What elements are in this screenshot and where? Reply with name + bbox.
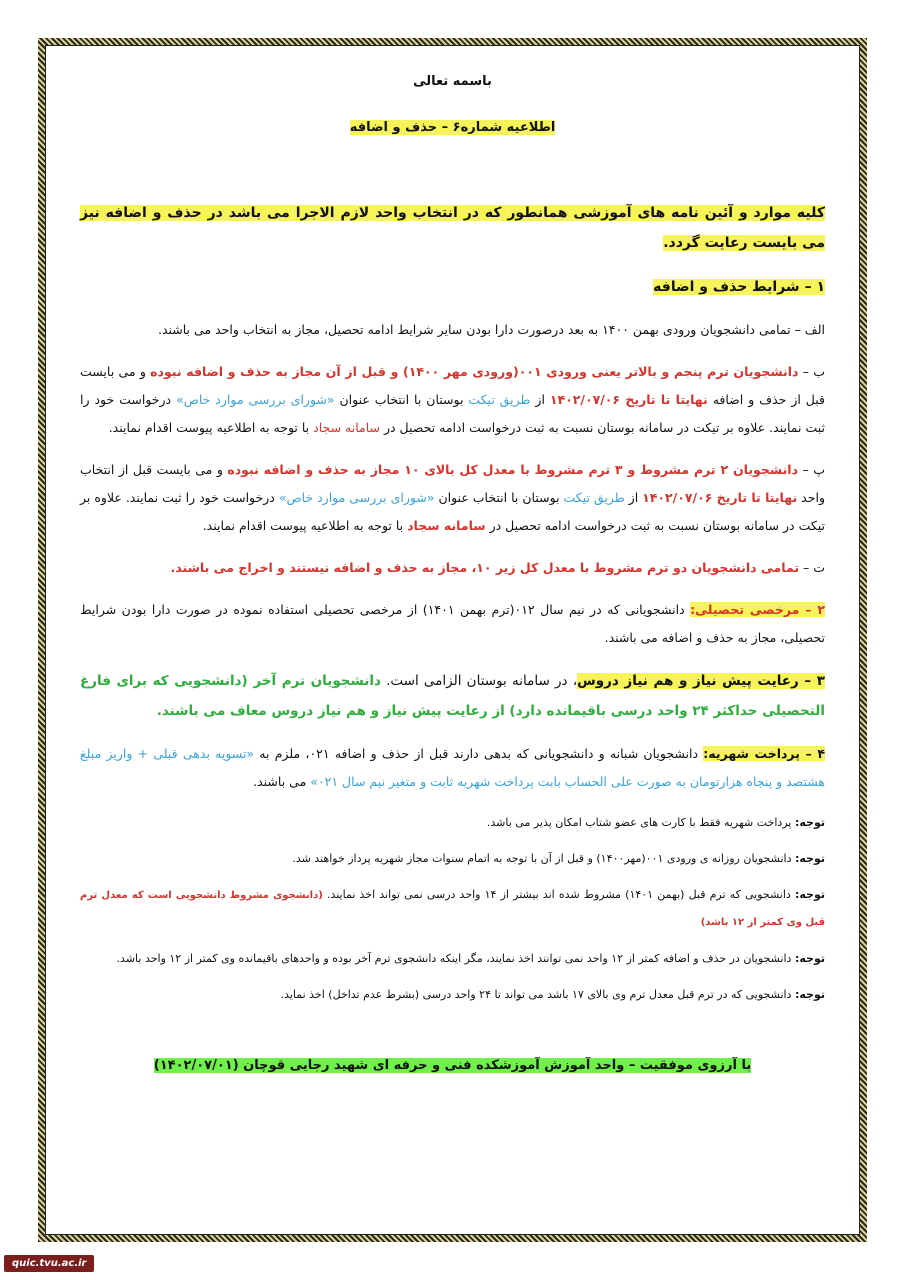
pe-ticket: طریق تیکت [563, 490, 625, 505]
note-2 [80, 846, 825, 872]
note-text: دانشجویی که ترم قبل (بهمن ۱۴۰۱) مشروط شده اند بیشتر از ۱۴ واحد درسی نمی تواند اخذ نمایند. [322, 888, 795, 901]
pe-text: با توجه به اطلاعیه پیوست اقدام نمایند. [202, 518, 408, 533]
section3-text: ، در سامانه بوستان الزامی است. [380, 673, 578, 689]
note-label: توجه: [794, 816, 825, 829]
pe-prefix: پ – [798, 462, 826, 477]
be-text: از [530, 392, 550, 407]
section1-te [80, 554, 825, 582]
note-red-text: (دانشجوی مشروط دانشجویی است که معدل ترم قبل وی کمتر از ۱۲ باشد) [80, 890, 825, 928]
pe-text: بوستان با انتخاب عنوان [434, 490, 564, 505]
pe-special-council: «شورای بررسی موارد خاص» [278, 490, 435, 505]
note-text: دانشجویان روزانه ی ورودی ۰۰۱(مهر۱۴۰۰) و قبل از آن با توجه به اتمام سنوات مجاز شهریه پرداز خواهند شد. [292, 852, 795, 865]
note-label: توجه: [794, 888, 825, 901]
note-3 [80, 882, 825, 936]
pe-text: از [624, 490, 643, 505]
section1-be [80, 358, 825, 442]
pe-red-text: دانشجویان ۲ ترم مشروط و ۳ ترم مشروط با معدل کل بالای ۱۰ مجاز به حذف و اضافه نبوده [227, 462, 799, 477]
pe-text: و می بایست قبل از انتخاب واحد [80, 462, 825, 505]
section2-heading: ۲ – مرخصی تحصیلی: [690, 602, 825, 617]
be-ticket: طریق تیکت [468, 392, 531, 407]
section1-pe [80, 456, 825, 540]
announcement-title [80, 114, 825, 142]
section4 [80, 740, 825, 796]
pe-deadline: نهایتا تا تاریخ ۱۴۰۲/۰۷/۰۶ [642, 490, 798, 505]
basmala: باسمه تعالی [413, 74, 492, 89]
be-special-council: «شورای بررسی موارد خاص» [176, 392, 335, 407]
be-text: با توجه به اطلاعیه پیوست اقدام نمایند. [108, 420, 314, 435]
be-deadline: نهایتا تا تاریخ ۱۴۰۲/۰۷/۰۶ [549, 392, 708, 407]
page-border [38, 38, 867, 1242]
note-1 [80, 810, 825, 836]
note-text: پرداخت شهریه فقط با کارت های عضو شتاب امکان پذیر می باشد. [486, 816, 795, 829]
page [45, 45, 860, 1235]
te-red-text: تمامی دانشجویان دو ترم مشروط با معدل کل زیر ۱۰، مجاز به حذف و اضافه نیستند و اخراج می باشند. [170, 560, 800, 575]
footer-text: با آرزوی موفقیت – واحد آموزش آموزشکده فنی و حرفه ای شهید رجایی قوچان (۱۴۰۲/۰۷/۰۱) [153, 1058, 752, 1073]
site-watermark: quic.tvu.ac.ir [4, 1255, 94, 1272]
be-sajad: سامانه سجاد [313, 420, 380, 435]
be-red-text: دانشجویان ترم پنجم و بالاتر یعنی ورودی ۰۰۱(ورودی مهر ۱۴۰۰) و قبل از آن مجاز به حذف و اضافه نبوده [150, 364, 799, 379]
intro-paragraph [80, 198, 825, 258]
section4-text: دانشجویان شبانه و دانشجویانی که بدهی دارند قبل از حذف و اضافه ۰۲۱، ملزم به [254, 746, 704, 761]
section4-end: می باشند. [253, 774, 311, 789]
announcement-content [80, 68, 825, 1080]
be-text: بوستان با انتخاب عنوان [334, 392, 469, 407]
section2 [80, 596, 825, 652]
section3 [80, 666, 825, 726]
section1-heading-text: ۱ – شرایط حذف و اضافه [653, 279, 825, 295]
note-label: توجه: [794, 952, 825, 965]
section1-alef: الف – تمامی دانشجویان ورودی بهمن ۱۴۰۰ به بعد درصورت دارا بودن سایر شرایط ادامه تحصیل، مجاز به انتخاب واحد می باشند. [157, 322, 825, 337]
section2-text: دانشجویانی که در نیم سال ۰۱۲(ترم بهمن ۱۴۰۱) از مرخصی تحصیلی استفاده نموده در صورت دارا بودن شرایط تحصیلی، مجاز به حذف و اضافه می باشند. [80, 602, 825, 645]
section3-heading: ۳ – رعایت پیش نیاز و هم نیاز دروس [577, 673, 825, 689]
be-text: درخواست خود را ثبت نمایند. علاوه بر تیکت در سامانه بوستان نسبت به ثبت درخواست ادامه تحصیل در [80, 392, 825, 435]
section3-green-text: دانشجویان ترم آخر (دانشجویی که برای فارغ التحصیلی حداکثر ۲۴ واحد درسی باقیمانده دارد) از رعایت پیش نیاز و هم نیاز دروس معاف می باشند. [80, 673, 825, 719]
note-label: توجه: [794, 988, 825, 1001]
be-prefix: ب – [798, 364, 826, 379]
note-label: توجه: [794, 852, 825, 865]
announcement-title-text: اطلاعیه شماره۶ – حذف و اضافه [349, 120, 556, 135]
note-4 [80, 946, 825, 972]
pe-text: درخواست خود را ثبت نمایند. علاوه بر تیکت در سامانه بوستان نسبت به ثبت درخواست ادامه تحصیل در [80, 490, 825, 533]
section4-blue-text: «تسویه بدهی قبلی + واریز مبلغ هشتصد و پنجاه هزارتومان به صورت علی الحساب بابت پرداخت شهریه ثابت و متغیر نیم سال ۰۲۱» [80, 746, 825, 789]
note-text: دانشجویی که در ترم قبل معدل ترم وی بالای ۱۷ باشد می تواند تا ۲۴ واحد درسی (بشرط عدم تداخل) اخذ نماید. [280, 988, 795, 1001]
note-5 [80, 982, 825, 1008]
pe-sajad: سامانه سجاد [407, 518, 486, 533]
note-text: دانشجویان در حذف و اضافه کمتر از ۱۲ واحد نمی توانند اخذ نمایند، مگر اینکه دانشجوی ترم آخر بوده و واحدهای باقیمانده وی کمتر از ۱۲ واحد باشد. [116, 952, 795, 965]
be-text: و می بایست قبل از حذف و اضافه [80, 364, 825, 407]
te-prefix: ت – [799, 560, 825, 575]
section4-heading: ۴ – پرداخت شهریه: [703, 746, 826, 761]
footer [80, 1052, 825, 1080]
section1-heading [80, 272, 825, 302]
intro-text: کلیه موارد و آئین نامه های آموزشی همانطور که در انتخاب واحد لازم الاجرا می باشد در حذف و اضافه نیز می بایست رعایت گردد. [80, 205, 825, 251]
